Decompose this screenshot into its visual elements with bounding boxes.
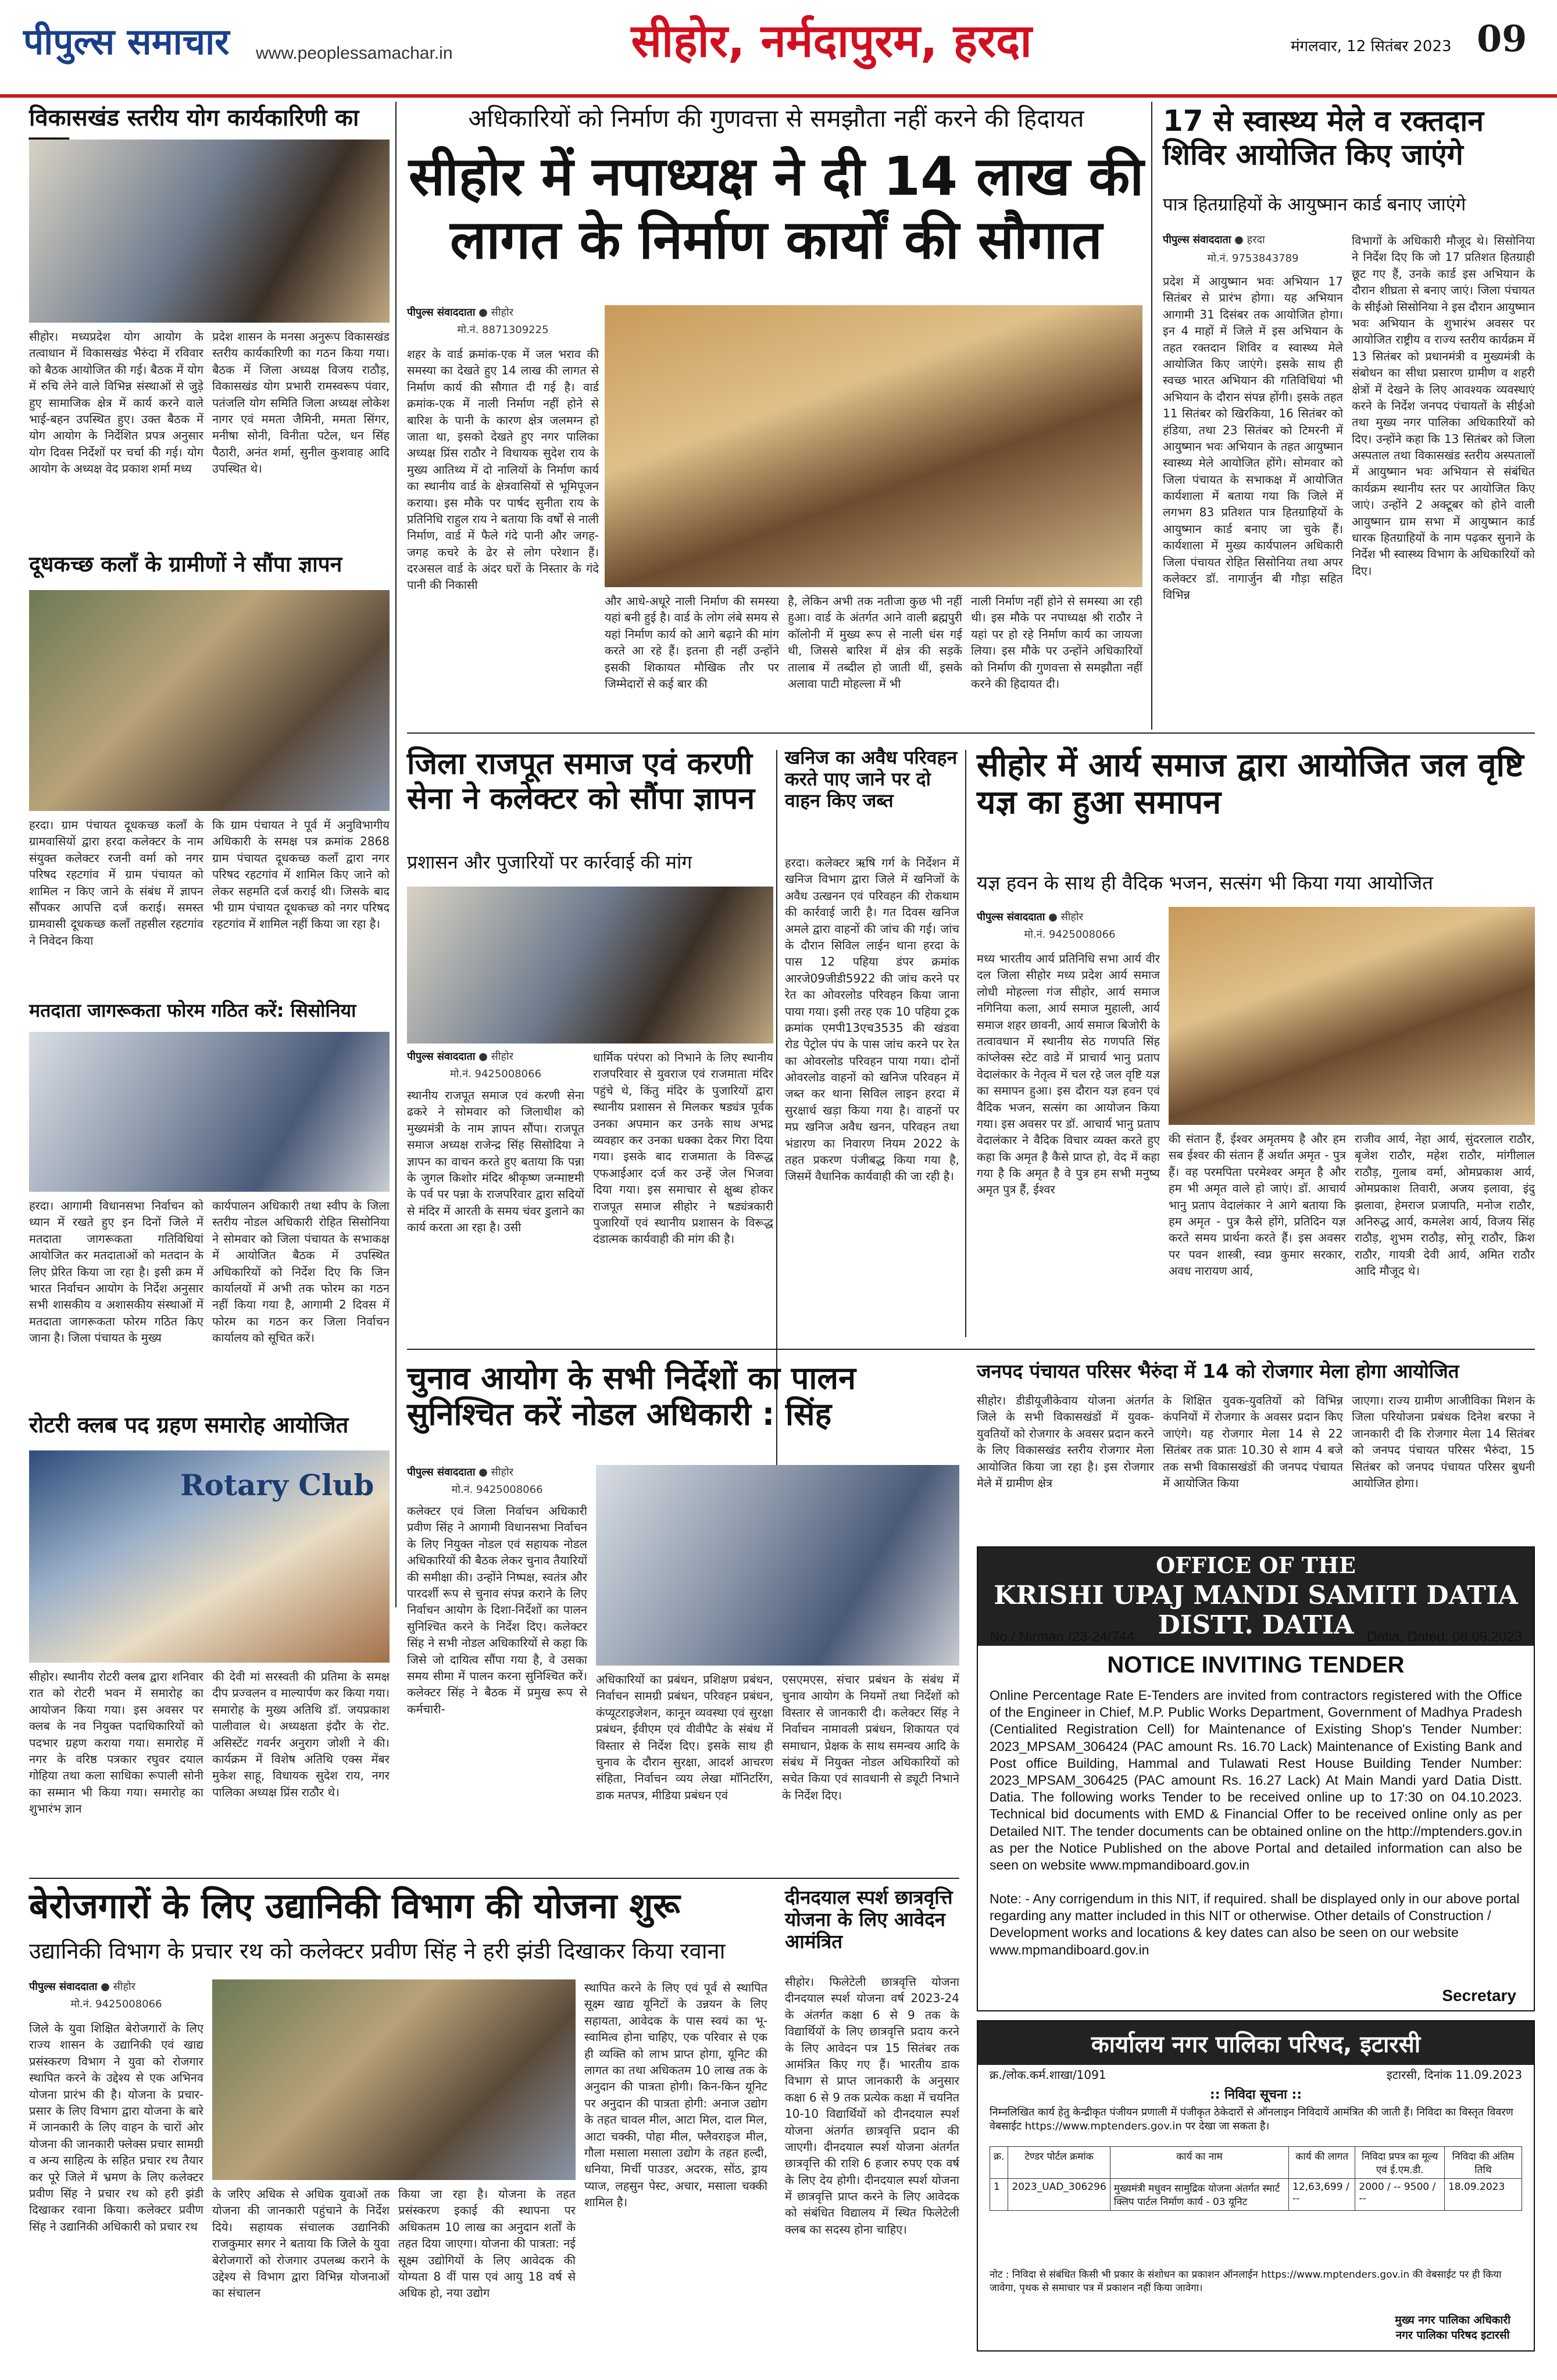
section-rule xyxy=(407,1349,1535,1350)
kicker: अधिकारियों को निर्माण की गुणवत्ता से समझौता नहीं करने की हिदायत xyxy=(468,104,1084,133)
article-text: विभागों के अधिकारी मौजूद थे। सिसोनिया ने निर्देश दिए कि जो 17 प्रतिशत हितग्राही छूट गए हैं, उनके कार्ड इस अभियान के दौरान शीघ्रता से बनाए जाएं। जिला पंचायत के सीईओ सिसोनिया ने इस दौरान आयुष्मान भवः अभियान के शुभारंभ अवसर पर आयोजित राष्ट्रीय व राज्य स्तरीय कार्यक्रम में 13 सितंबर को प्रधानमंत्री व मुख्यमंत्री के संबोधन का सीधा प्रसारण ग्रामीण व शहरी क्षेत्रों में देखने के लिए आवश्यक व्यवस्थाएं करने के निर्देश जनपद पंचायतों के सीईओ तथा मुख्य नगर पालिका अधिकारियों को दिए। उन्होंने कहा कि 13 सितंबर को जिला अस्पताल तथा विकासखंड स्तरीय अस्पतालों में आयुष्मान भवः अभियान से संबंधित कार्यक्रम स्थानीय स्तर पर आयोजित किए जाएं। उन्होंने 2 अक्टूबर को होने वाली आयुष्मान ग्राम सभा में आयुष्मान कार्ड धारक हितग्राहियों के नाम पढ़कर सुनाने के निर्देश भी स्वास्थ्य विभाग के अधिकारियों को दिए। xyxy=(1352,234,1535,578)
mobile-number: मो.नं. 9425008066 xyxy=(70,1998,162,2010)
municipal-notice xyxy=(977,2020,1535,2352)
mobile-number: मो.नं. 8871309225 xyxy=(457,324,549,336)
article-text: जाएगा। राज्य ग्रामीण आजीविका मिशन के जिला परियोजना प्रबंधक दिनेश बरफा ने जानकारी दी कि रोजगार मेला 14 सितंबर को जनपद पंचायत परिसर भैरुंदा, 15 सितंबर को जनपद पंचायत परिसर बुधनी आयोजित होगा। xyxy=(1352,1393,1535,1490)
article-text: के शिक्षित युवक-युवतियों को विभिन्न कंपनियों में रोजगार के अवसर प्रदान किए जाएंगे। यह रोजगार मेला 14 से 22 सितंबर तक प्रातः 10.30 से शाम 4 बजे तक सभी विकासखंडों की जनपद पंचायत में आयोजित किया xyxy=(1163,1393,1343,1490)
table-row xyxy=(990,2179,1522,2211)
notice-signature: मुख्य नगर पालिका अधिकारी नगर पालिका परिषद इटारसी xyxy=(1395,2314,1510,2342)
column-header: क्र. xyxy=(990,2147,1008,2179)
article-text: धार्मिक परंपरा को निभाने के लिए स्थानीय राजपरिवार से युवराज एवं राजमाता मंदिर पहुंचे थे, किंतु मंदिर के पुजारियों द्वारा स्थानीय प्रशासन से मिलकर षड्यंत्र पूर्वक उनका अपमान कर उनके साथ अभद्र व्यवहार कर उनका धक्का देकर गिरा दिया गया। इसके बाद राजमाता के विरूद्ध एफआईआर दर्ज कर उन्हें जेल भिजवा दिया गया। इस समाचार से क्षुब्ध होकर राजपूत समाज सीहोर ने षड्यंत्रकारी पुजारियों एवं स्थानीय प्रशासन के विरूद्ध दंडात्मक कार्यवाही की मांग की है। xyxy=(593,1050,773,1246)
article-text: स्थानीय राजपूत समाज एवं करणी सेना ढकरे ने सोमवार को जिलाधीश को मुख्यमंत्री के नाम ज्ञापन सौंपा। राजपूत समाज अध्यक्ष राजेन्द्र सिंह सिसोदिया ने ज्ञापन का वाचन करते हुए बताया कि पन्ना के जुगल किशोर मंदिर श्रीकृष्ण जन्माष्टमी के पर्व पर पन्ना के राजपरिवार द्वारा सदियों से मंदिर में आरती के समय चंवर डुलाने का कार्य करता आ रहा है। उसी xyxy=(407,1088,584,1235)
headline: मतदाता जागरूकता फोरम गठित करें: सिसोनिया xyxy=(29,999,356,1021)
page-number: 09 xyxy=(1477,17,1527,60)
region-title: सीहोर, नर्मदापुरम, हरदा xyxy=(631,15,1032,67)
headline: विकासखंड स्तरीय योग कार्यकारिणी का xyxy=(29,105,359,131)
news-photo xyxy=(29,1450,390,1663)
photo-banner-text: Rotary Club xyxy=(180,1468,374,1502)
headline: दूधकच्छ कलाँ के ग्रामीणों ने सौंपा ज्ञापन xyxy=(29,552,342,577)
section-rule xyxy=(29,1878,959,1879)
article-text: नाली निर्माण नहीं होने से समस्या आ रही थी। इस मौके पर नपाध्यक्ष श्री राठौर ने यहां पर हो रहे निर्माण कार्य का जायजा लिया। इस मौके पर उन्होंने अधिकारियों को निर्माण की गुणवत्ता से समझौता नहीं करने की हिदायत दी। xyxy=(971,594,1142,691)
headline: 17 से स्वास्थ्य मेले व रक्तदान शिविर आयोजित किए जाएंगे xyxy=(1163,104,1484,171)
article-text: मध्य भारतीय आर्य प्रतिनिधि सभा आर्य वीर दल जिला सीहोर मध्य प्रदेश आर्य समाज लोधी मोहल्ला गंज सीहोर, आर्य समाज नगिनिया कला, आर्य समाज मुहाली, आर्य समाज शहर छावनी, आर्य समाज बिजोरी के तत्वावधान में स्थानीय सेठ गणपति सिंह कांप्लेक्स स्टेट वाडे में प्राचार्य भानु प्रताप वेदालंकार के नेतृत्व में चल रहे जल वृष्टि यज्ञ का समापन हुआ। इस दौरान यज्ञ हवन एवं वैदिक भजन, सत्संग का आयोजन किया गया। इस अवसर पर डॉ. आचार्य भानु प्रताप वेदालंकार ने वैदिक विचार व्यक्त करते हुए कहा कि अमृत है कैसे प्राप्त हो, वेद में कहा गया है कि अमृत है वे पुत्र हम सभी मनुष्य अमृत पुत्र हैं, ईश्वर xyxy=(977,952,1160,1197)
article-text: कलेक्टर एवं जिला निर्वाचन अधिकारी प्रवीण सिंह ने आगामी विधानसभा निर्वाचन के लिए नियुक्त नोडल एवं सहायक नोडल अधिकारियों की बैठक लेकर चुनाव तैयारियों की समीक्षा की। उन्होंने निष्पक्ष, स्वतंत्र और पारदर्शी रूप से चुनाव संपन्न कराने के लिए निर्वाचन आयोग के दिशा-निर्देशों का पालन सुनिश्चित करने के निर्देश दिए। कलेक्टर सिंह ने सभी नोडल अधिकारियों से कहा कि जिसे जो दायित्व सौंपा गया है, वे उसका समय सीमा में पालन करना सुनिश्चित करें। कलेक्टर सिंह ने बैठक में प्रमुख रूप से कर्मचारी- xyxy=(407,1504,587,1716)
news-photo xyxy=(29,140,390,323)
article-text: स्थापित करने के लिए एवं पूर्व से स्थापित सूक्ष्म खाद्य यूनिटों के उन्नयन के लिए सहायता, आवेदक के पास स्वयं का भू- स्वामित्व होना चाहिए, एक परिवार से एक ही व्यक्ति को लाभ प्राप्त होगा, यूनिट की लागत का तथा अधिकतम 10 लाख तक के अनुदान की पात्रता होगी। किन-किन यूनिट पर अनुदान की पात्रता होगी: अनाज उद्योग के तहत चावल मील, आटा मिल, दाल मिल, आटा चक्की, पोहा मील, फ्लैवराइज मील, गौला मसाला मसाला उद्योग के तहत हल्दी, धनिया, मिर्ची पाउडर, अदरक, सोंठ, ड्राय प्याज, लहसुन पेस्ट, अचार, मसाला चक्की शामिल है। xyxy=(584,1981,767,2210)
article-text: की देवी मां सरस्वती की प्रतिमा के समक्ष दीप प्रज्वलन व माल्यार्पण कर किया गया। समारोह के मुख्य अतिथि डॉ. जयप्रकाश पालीवाल थे। अध्यक्षता इंदौर के रोट. असिस्टेंट गवर्नर अनुराग जोशी ने की। कार्यक्रम में विशेष अतिथि एक्स मेंबर मुकेश साहू, विधायक सुदेश राय, नगर पालिका अध्यक्ष प्रिंस राठौर थे। xyxy=(212,1670,390,1799)
byline: पीपुल्स संवाददाता ● सीहोर xyxy=(407,1050,513,1063)
article-text: सीहोर। फिलेटेली छात्रवृत्ति योजना दीनदयाल स्पर्श योजना वर्ष 2023-24 के अंतर्गत कक्षा 6 से 9 तक के विद्यार्थियों के लिए छात्रवृत्ति प्रदाय करने के लिए आवेदन पत्र 15 सितंबर तक आमंत्रित किए गए हैं। भारतीय डाक विभाग से प्राप्त जानकारी के अनुसार कक्षा 6 से 9 तक प्रत्येक कक्षा में चयनित 10-10 विद्यार्थियों को दीनदयाल स्पर्श योजना अंतर्गत छात्रवृत्ति प्रदान की जाएगी। दीनदयाल स्पर्श योजना अंतर्गत छात्रवृत्ति की राशि 6 हजार रुपए एक वर्ष के लिए देय होगी। दीनदयाल स्पर्श योजना में छात्रवृत्ति प्राप्त करने के लिए आवेदक को संबंधित विद्यालय में स्थित फिलेटेली क्लब का सदस्य होना चाहिए। xyxy=(785,1975,959,2236)
article-text: राजीव आर्य, नेहा आर्य, सुंदरलाल राठौर, बृजेश राठौर, महेश राठौर, मांगीलाल राठौड़, गुलाब वर्मा, ओमप्रकाश आर्य, ओमप्रकाश तिवारी, अजय इलावा, इंदु झलावा, हेमराज प्रजापति, मनोज राठौर, अनिरुद्ध आर्य, कमलेश आर्य, विजय सिंह राठौड़, शुभम राठौड़, सोनू राठौर, क्रिश राठौर, गायत्री देवी आर्य, अमित राठौर आदि मौजूद थे। xyxy=(1355,1132,1535,1278)
article-text: हरदा। कलेक्टर ऋषि गर्ग के निर्देशन में खनिज विभाग द्वारा जिले में खनिजों के अवैध उत्खनन एवं परिवहन की रोकथाम की कार्रवाई जारी है। गत दिवस खनिज अमले द्वारा वाहनों की जांच की गई। जांच के दौरान सिविल लाईन थाना हरदा के पास 12 पहिया डंपर क्रमांक आरजे09जीडी5922 की जांच करने पर रेत का ओवरलोड परिवहन किया जाना पाया गया। इसी तरह एक 10 पहिया ट्रक क्रमांक एमपी13एच3535 की खंडवा रोड पेट्रोल पंप के पास जांच करने पर रेत का ओवरलोड परिवहन पाया गया। दोनों ओवरलोड वाहनों को खनिज परिवहन में जब्त कर थाना सिविल लाइन हरदा में सुरक्षार्थ खड़ा किया गया है। वाहनों पर मप्र खनिज अवैध खनन, परिवहन तथा भंडारण का निवारण नियम 2022 के तहत प्रकरण पंजीबद्ध किया गया है, जिसमें वैधानिक कार्यवाही की जा रही है। xyxy=(785,856,959,1184)
headline: जिला राजपूत समाज एवं करणी सेना ने कलेक्टर को सौंपा ज्ञापन xyxy=(407,746,755,816)
website: www.peoplessamachar.in xyxy=(256,44,453,63)
article-text: प्रदेश में आयुष्मान भवः अभियान 17 सितंबर से प्रारंभ होगा। यह अभियान आगामी 31 दिसंबर तक आयोजित होगा। इन 4 माहों में जिले में इस अभियान के तहत रक्तदान शिविर व स्वास्थ्य मेले आयोजित किए जाएंगे। इसके साथ ही स्वच्छ भारत अभियान की गतिविधियां भी अभियान के दौरान संपन्न होंगी। इसके तहत 11 सितंबर को खिरकिया, 16 सितंबर को हंडिया, तथा 23 सितंबर को टिमरनी में आयुष्मान भवः अभियान के तहत आयुष्मान स्वास्थ्य मेले आयोजित होंगे। सोमवार को जिला पंचायत के सभाकक्ष में आयोजित कार्यशाला में बताया गया कि जिले में लगभग 83 प्रतिशत पात्र हितग्राहियों के आयुष्मान कार्ड बनाए जा चुके हैं। कार्यशाला में मुख्य कार्यपालन अधिकारी जिला पंचायत रोहित सिसोनिया तथा अपर कलेक्टर डॉ. नागार्जुन बी गौड़ा सहित विभिन्न xyxy=(1163,274,1343,602)
table-cell: 1 xyxy=(990,2179,1008,2211)
article-text: एसएमएस, संचार प्रबंधन के संबंध में चुनाव आयोग के नियमों तथा निर्देशों को विस्तार से जानकारी दी। कलेक्टर सिंह ने निर्वाचन नामावली प्रबंधन, शिकायत एवं समाधान, प्रेक्षक के साथ समन्वय आदि के संबंध में नियुक्त नोडल अधिकारियों को सचेत किया एवं सावधानी से ड्यूटी निभाने के निर्देश दिए। xyxy=(782,1673,959,1802)
headline: खनिज का अवैध परिवहन करते पाए जाने पर दो वाहन किए जब्त xyxy=(785,746,958,812)
byline: पीपुल्स संवाददाता ● सीहोर xyxy=(977,911,1083,923)
article-text: और आधे-अधूरे नाली निर्माण की समस्या यहां बनी हुई है। वार्ड के लोग लंबे समय से यहां निर्माण कार्य को आगे बढ़ाने की मांग करते आ रहे हैं। इतना ही नहीं उन्होंने इसकी शिकायत मौखिक तौर पर जिम्मेदारों से कई बार की xyxy=(605,594,779,691)
lead-photo xyxy=(605,305,1142,587)
article-text: सीहोर। डीडीयूजीकेवाय योजना अंतर्गत जिले के सभी विकासखंडों में युवक-युवतियों को रोजगार के अवसर प्रदान करने के लिए विकासखंड स्तरीय रोजगार मेला आयोजित किया जा रहा है। इस रोजगार मेले में ग्रामीण क्षेत्र xyxy=(977,1393,1154,1490)
tender-signature: Secretary xyxy=(1442,1986,1516,2004)
article-text: शहर के वार्ड क्रमांक-एक में जल भराव की समस्या का देखते हुए 14 लाख की लागत से निर्माण कार्य की सौगात दी गई है। वार्ड क्रमांक-एक में नाली निर्माण नहीं होने से बारिश के पानी के कारण क्षेत्र जलमग्न हो जाता था, इसको देखते हुए नगर पालिका अध्यक्ष प्रिंस राठौर ने विधायक सुदेश राय के मुख्य आतिथ्य में दो नालियों के निर्माण कार्य का स्थानीय वार्ड के क्षेत्रवासियों से भूमिपूजन कराया। इस मौके पर पार्षद सुनीता राय के प्रतिनिधि राहुल राय ने बताया कि वर्षों से नाली निर्माण, वार्ड में फैले गंदे पानी और जगह-जगह कचरे के ढेर से लोग परेशान हैं। दरअसल वार्ड के अंदर घरों के निस्तार के गंदे पानी की निकासी xyxy=(407,347,599,592)
article-text: अधिकारियों का प्रबंधन, प्रशिक्षण प्रबंधन, निर्वाचन सामग्री प्रबंधन, परिवहन प्रबंधन, कंप्यूटराइजेशन, कानून व्यवस्था एवं सुरक्षा प्रबंधन, ईवीएम एवं वीवीपैट के संबंध में विस्तार से निर्देश दिए। इसके साथ ही चुनाव के दौरान सुरक्षा, आदर्श आचरण संहिता, निर्वाचन व्यय लेखा मॉनिटरिंग, डाक मतपत्र, मीडिया प्रबंधन एवं xyxy=(596,1673,773,1802)
article-text: सीहोर। मध्यप्रदेश योग आयोग के तत्वाधान में विकासखंड भैरुंदा में रविवार को बैठक आयोजित की गई। बैठक में योग में रुचि लेने वाले विभिन्न संस्थाओं से जुड़े हुए सामाजिक क्षेत्र में कार्य करने वाले भाई-बहन उपस्थित हुए। उक्त बैठक में योग आयोग के निर्देशित प्रपत्र अनुसार योग दिवस निर्देशों पर चर्चा की गई। योग आयोग के अध्यक्ष वेद प्रकाश शर्मा मध्य xyxy=(29,330,203,476)
byline: पीपुल्स संवाददाता ● सीहोर xyxy=(29,1981,135,1993)
subheadline: यज्ञ हवन के साथ ही वैदिक भजन, सत्संग भी किया गया आयोजित xyxy=(977,871,1433,894)
byline: पीपुल्स संवाददाता ● सीहोर xyxy=(407,1466,513,1478)
article-text: जिले के युवा शिक्षित बेरोजगारों के लिए राज्य शासन के उद्यानिकी एवं खाद्य प्रसंस्करण विभाग ने युवा को रोजगार स्थापित करने के उद्देश्य से एक अभिनव योजना प्रारंभ की है। योजना के प्रचार-प्रसार के लिए विभाग द्वारा योजना के बारे में जानकारी के लिए वाहन के चारों ओर योजना की जानकारी फ्लेक्स प्रचार सामग्री व अन्य साहित्य के सहित प्रचार रथ तैयार कर पूरे जिले में भ्रमण के लिए कलेक्टर प्रवीण सिंह ने प्रचार रथ को हरी झंडी दिखाकर रवाना किया। कलेक्टर प्रवीण सिंह ने उद्यानिकी अधिकारी को प्रचार रथ xyxy=(29,2021,203,2234)
column-rule xyxy=(965,750,966,1337)
column-header: निविदा की अंतिम तिथि xyxy=(1444,2147,1522,2179)
notice-date: इटारसी, दिनांक 11.09.2023 xyxy=(1387,2068,1522,2082)
table-header-row xyxy=(990,2147,1522,2179)
article-text: के जरिए अधिक से अधिक युवाओं तक योजना की जानकारी पहुंचाने के निर्देश दिये। सहायक संचालक उद्यानिकी राजकुमार सगर ने बताया कि जिले के युवा बेरोजगारों को रोजगार उपलब्ध कराने के उद्देश्य से विभाग द्वारा विभिन्न योजनाओं का संचालन xyxy=(212,2187,390,2300)
table-cell: 2023_UAD_306296 xyxy=(1008,2179,1110,2211)
article-text: है, लेकिन अभी तक नतीजा कुछ भी नहीं हुआ। वार्ड के अंतर्गत आने वाली ब्रह्मपुरी कॉलोनी में मुख्य रूप से नाली धंस गई थी, जिससे बारिश में क्षेत्र की सड़कें तालाब में तब्दील हो जाती थीं, इसके अलावा पाटी मोहल्ला में भी xyxy=(788,594,962,691)
masthead xyxy=(0,0,1557,98)
news-photo xyxy=(29,1032,390,1192)
notice-table xyxy=(990,2146,1522,2211)
brand-logo: पीपुल्स समाचार xyxy=(23,20,230,63)
mobile-number: मो.नं. 9425008066 xyxy=(449,1068,542,1080)
news-photo xyxy=(407,887,773,1044)
table-cell: 12,63,699 / -- xyxy=(1289,2179,1355,2211)
news-photo xyxy=(212,1979,576,2180)
tender-notice xyxy=(977,1546,1535,2011)
article-text: सीहोर। स्थानीय रोटरी क्लब द्वारा शनिवार रात को रोटरी भवन में समारोह का आयोजन किया गया। इस अवसर पर क्लब के नव नियुक्त पदाधिकारियों को पदभार ग्रहण कराया गया। समारोह में नगर के वरिष्ठ पत्रकार रघुवर दयाल गोहिया तथा कला साधिका रूपाली सोनी का सम्मान भी किया गया। समारोह का शुभारंभ ज्ञान xyxy=(29,1670,203,1816)
article-text: हरदा। ग्राम पंचायत दूधकच्छ कलाँ के ग्रामवासियों द्वारा हरदा कलेक्टर के नाम संयुक्त कलेक्टर रजनी वर्मा को नगर परिषद रहटगांव में ग्राम पंचायत को शामिल न किए जाने के संबंध में ज्ञापन सौंपकर आपत्ति दर्ज कराई। समस्त ग्रामवासी दूधकच्छ कलाँ तहसील रहटगांव ने निवेदन किया xyxy=(29,818,203,948)
subheadline: पात्र हितग्राहियों के आयुष्मान कार्ड बनाए जाएंगे xyxy=(1163,194,1466,215)
notice-heading: :: निविदा सूचना :: xyxy=(1209,2088,1302,2102)
tender-number: No./ Nirman /23-24/744 xyxy=(990,1629,1135,1645)
news-photo xyxy=(29,590,390,811)
headline: जनपद पंचायत परिसर भैरुंदा में 14 को रोजगार मेला होगा आयोजित xyxy=(977,1360,1459,1382)
byline: पीपुल्स संवाददाता ● हरदा xyxy=(1163,234,1265,246)
article-text: किया जा रहा है। योजना के तहत प्रसंस्करण इकाई की स्थापना पर अधिकतम 10 लाख का अनुदान शर्तों के तहत दिया जाएगा। योजना की पात्रता: नई सूक्ष्म उद्योगियों के लिए आवेदक की योग्यता 8 वीं पास एवं आयु 18 वर्ष से अधिक हो, नया उद्योग xyxy=(398,2187,576,2300)
tender-office-name: KRISHI UPAJ MANDI SAMITI DATIA DISTT. DATIA xyxy=(978,1581,1534,1646)
column-header: कार्य का नाम xyxy=(1110,2147,1288,2179)
article-text: हरदा। आगामी विधानसभा निर्वाचन को ध्यान में रखते हुए इन दिनों जिले में मतदाता जागरूकता गतिविधियां आयोजित कर मतदाताओं को मतदान के लिए प्रेरित किया जा रहा है। इसी क्रम में भारत निर्वाचन आयोग के निर्देश अनुसार सभी शासकीय व अशासकीय संस्थाओं में मतदाता जागरूकता फोरम गठित किए जाना है। जिला पंचायत के मुख्य xyxy=(29,1199,203,1345)
mobile-number: मो.नं. 9425008066 xyxy=(1024,928,1116,941)
headline: दीनदयाल स्पर्श छात्रवृत्ति योजना के लिए आवेदन आमंत्रित xyxy=(785,1886,953,1953)
mobile-number: मो.नं. 9425008066 xyxy=(451,1484,543,1496)
tender-heading: NOTICE INVITING TENDER xyxy=(1107,1652,1405,1678)
tender-office: OFFICE OF THE xyxy=(978,1548,1534,1581)
column-header: कार्य की लागत xyxy=(1289,2147,1355,2179)
headline: सीहोर में आर्य समाज द्वारा आयोजित जल वृष्टि यज्ञ का हुआ समापन xyxy=(977,746,1524,822)
tender-note: Note: - Any corrigendum in this NIT, if required. shall be displayed only in our above portal regarding any matter included in this NIT or otherwise. Other details of Construction / Development works and locations & key dates can also be seen on our website www.mpmandiboard.gov.in xyxy=(990,1891,1520,1957)
news-photo xyxy=(596,1465,959,1666)
mobile-number: मो.नं. 9753843789 xyxy=(1207,252,1299,265)
article-text: की संतान हैं, ईश्वर अमृतमय है और हम सब ईश्वर की संतान हैं अर्थात अमृत - पुत्र हैं। वह परमपिता परमेश्वर अमृत है और हम भी अमृत वाले हो जाएं। डॉ. आचार्य भानु प्रताप वेदालंकार ने आगे बताया कि हम अमृत - पुत्र कैसे होंगे, प्रतिदिन यज्ञ करते समय प्रार्थना करते हैं। इस अवसर पर पवन शास्त्री, स्वप्न कुमार सरकार, अवध नारायण आर्य, xyxy=(1169,1132,1346,1278)
notice-note: नोट : निविदा से संबंधित किसी भी प्रकार के संशोधन का प्रकाशन ऑनलाईन https://www.mptenders.gov.in की वेबसाईट पर ही किया जावेगा, पृथक से समाचार पत्र में प्रकाशन नहीं किया जावेगा। xyxy=(990,2269,1502,2294)
article-text: कार्यपालन अधिकारी तथा स्वीप के जिला स्तरीय नोडल अधिकारी रोहित सिसोनिया ने सोमवार को जिला पंचायत के सभाकक्ष में आयोजित बैठक में उपस्थित अधिकारियों को निर्देश दिए कि जिन कार्यालयों में अभी तक फोरम का गठन नहीं किया गया है, आगामी 2 दिवस में फोरम का गठन कर जिला निर्वाचन कार्यालय को सूचित करें। xyxy=(212,1199,390,1345)
column-rule xyxy=(1151,102,1152,730)
table-cell: मुख्यमंत्री मधुवन सामुद्रिक योजना अंतर्गत स्मार्ट क्लिप पार्टल निर्माण कार्य - 03 यूनिट xyxy=(1110,2179,1288,2211)
news-photo xyxy=(1169,907,1535,1125)
column-rule xyxy=(395,102,397,1607)
municipal-office: कार्यालय नगर पालिका परिषद, इटारसी xyxy=(978,2021,1534,2065)
subheadline: उद्यानिकी विभाग के प्रचार रथ को कलेक्टर प्रवीण सिंह ने हरी झंडी दिखाकर किया रवाना xyxy=(29,1938,726,1964)
byline: पीपुल्स संवाददाता ● सीहोर xyxy=(407,306,513,319)
tender-body: Online Percentage Rate E-Tenders are invited from contractors registered with the Office of the Engineer in Chief, M.P. Public Works Department, Government of Madhya Pradesh (Centialited Registration Cell) for Maintenance of Existing Shop's Tender Number: 2023_MPSAM_306424 (PAC amount Rs. 16.70 Lack) Maintenance of Existing Bank and Post office Building, Hammal and Tulawati Rest House Building Tender Number: 2023_MPSAM_306425 (PAC amount Rs. 16.27 Lack) At Main Mandi yard Datia Distt. Datia. The following works Tender to be received online up to 17:30 on 04.10.2023. Technical bid documents with EMD & Financial Offer to be received online only as per Detailed NIT. The tender documents can be obtained online on the http://mptenders.gov.in as per the Notice Published on the above Portal and detailed information can also be seen on website www.mpmandiboard.gov.in xyxy=(990,1688,1522,1873)
table-cell: 2000 / -- 9500 / -- xyxy=(1355,2179,1445,2211)
headline: रोटरी क्लब पद ग्रहण समारोह आयोजित xyxy=(29,1412,349,1438)
section-rule xyxy=(407,732,1535,734)
column-header: निविदा प्रपत्र का मूल्य एवं ई.एम.डी. xyxy=(1355,2147,1445,2179)
notice-body: निम्नलिखित कार्य हेतु केन्द्रीकृत पंजीयन प्रणाली में पंजीकृत ठेकेदारों से ऑनलाइन निविदायें आमंत्रित की जाती हैं। निविदा का विस्तृत विवरण वेबसाईट https://www.mptenders.gov.in पर देखा जा सकता है। xyxy=(990,2106,1513,2133)
article-text: कि ग्राम पंचायत ने पूर्व में अनुविभागीय अधिकारी के समक्ष पत्र क्रमांक 2868 ग्राम पंचायत दूधकच्छ कलाँ द्वारा नगर परिषद रहटगांव में शामिल किए जाने को लेकर सहमति दर्ज कराई थी। जिसके बाद भी ग्राम पंचायत दूधकच्छ को नगर परिषद रहटगांव में शामिल नहीं किया जा रहा है। xyxy=(212,818,390,931)
subheadline: प्रशासन और पुजारियों पर कार्रवाई की मांग xyxy=(407,851,692,873)
notice-number: क्र./लोक.कर्म.शाखा/1091 xyxy=(990,2068,1106,2082)
tender-date: Datia, Dated: 08.09.2023 xyxy=(1367,1629,1522,1645)
headline: चुनाव आयोग के सभी निर्देशों का पालन सुनिश्चित करें नोडल अधिकारी : सिंह xyxy=(407,1360,856,1433)
table-cell: 18.09.2023 xyxy=(1444,2179,1522,2211)
headline: बेरोजगारों के लिए उद्यानिकी विभाग की योजना शुरू xyxy=(29,1886,680,1927)
lead-headline: सीहोर में नपाध्यक्ष ने दी 14 लाख की लागत के निर्माण कार्यों की सौगात xyxy=(408,145,1144,271)
column-header: टेण्डर पोर्टल क्रमांक xyxy=(1008,2147,1110,2179)
issue-date: मंगलवार, 12 सितंबर 2023 xyxy=(1291,38,1452,55)
article-text: प्रदेश शासन के मनसा अनुरूप विकासखंड स्तरीय कार्यकारिणी का गठन किया गया। बैठक में जिला अध्यक्ष विजय राठौड़, विकासखंड योग प्रभारी रामस्वरूप पंवार, पतंजलि योग समिति जिला अध्यक्ष लोकेश नागर एवं ममता जैमिनी, ममता सिंगर, मनीषा सोनी, विनीता पटेल, धन सिंह पैठारी, अनंत शर्मा, सुनील कुशवाह आदि उपस्थित थे। xyxy=(212,330,390,476)
